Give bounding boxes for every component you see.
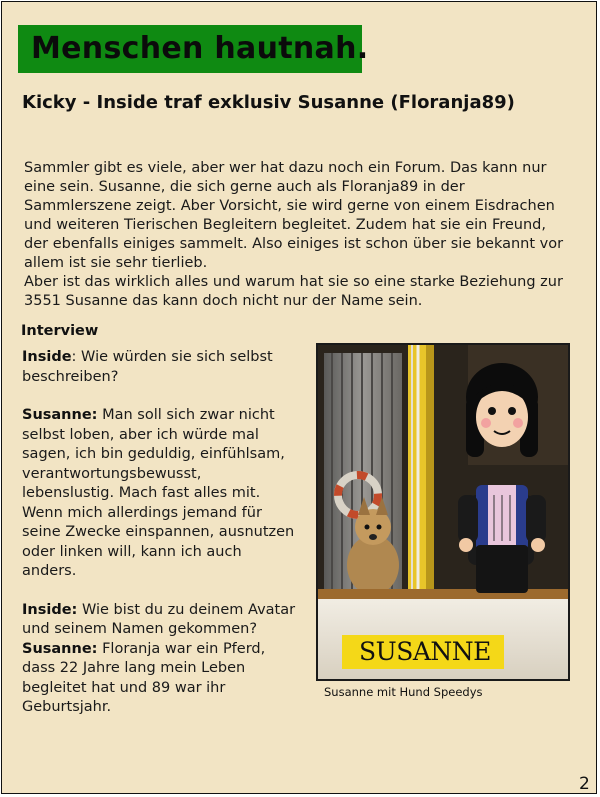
intro-paragraph: Aber ist das wirklich alles und warum hat sie so eine starke Beziehung zur 3551 Susanne das kann doch nicht nur der Name sein. — [24, 274, 563, 309]
question-text: Wie würden sie sich selbst beschreiben? — [22, 349, 273, 385]
magazine-page — [1, 1, 597, 794]
photo-caption: Susanne mit Hund Speedys — [324, 685, 483, 699]
page-number: 2 — [579, 774, 590, 794]
qa-question — [22, 601, 296, 640]
speaker-label: Inside — [22, 349, 72, 365]
interview-qa — [22, 348, 296, 718]
answer-text: Man soll sich zwar nicht selbst loben, aber ich würde mal sagen, ich bin geduldig, einfühlsam, verantwortungsbewusst, lebenslustig. Mach fast alles mit. Wenn mich allerdings jemand für seine Zwecke einspannen, ausnutzen oder linken will, kann ich auch anders. — [22, 407, 295, 579]
speaker-label: Susanne: — [22, 640, 98, 657]
intro-text — [24, 159, 572, 311]
qa-question: Inside: Wie würden sie sich selbst beschreiben? — [22, 349, 273, 385]
figure-photo — [316, 343, 570, 681]
title-banner — [18, 25, 369, 73]
intro-paragraph: Sammler gibt es viele, aber wer hat dazu noch ein Forum. Das kann nur eine sein. Susanne, die sich gerne auch als Floranja89 in der Sammlerszene zeigt. Aber Vorsicht, sie wird gerne von einem Eisdrachen und weiteren Tierischen Begleitern begleitet. Zudem hat sie ein Freund, der ebenfalls einiges sammelt. Also einiges ist schon über sie bekannt vor allem ist sie sehr tierlieb. — [24, 160, 564, 271]
name-sign-text: SUSANNE — [359, 637, 491, 666]
qa-answer — [22, 640, 296, 718]
answer-text: Floranja war ein Pferd, dass 22 Jahre lang mein Leben begleitet hat und 89 war ihr Geburtsjahr. — [22, 640, 266, 715]
speaker-label: Inside: — [22, 601, 78, 618]
qa-answer — [22, 406, 296, 582]
interview-heading: Interview — [21, 323, 99, 339]
speaker-label: Susanne: — [22, 407, 98, 423]
playmobil-figure-illustration — [318, 345, 568, 679]
banner-title: Menschen hautnah. — [31, 31, 369, 66]
question-text: Wie bist du zu deinem Avatar und seinem Namen gekommen? — [22, 601, 296, 637]
article-subtitle: Kicky - Inside traf exklusiv Susanne (Floranja89) — [22, 92, 515, 113]
